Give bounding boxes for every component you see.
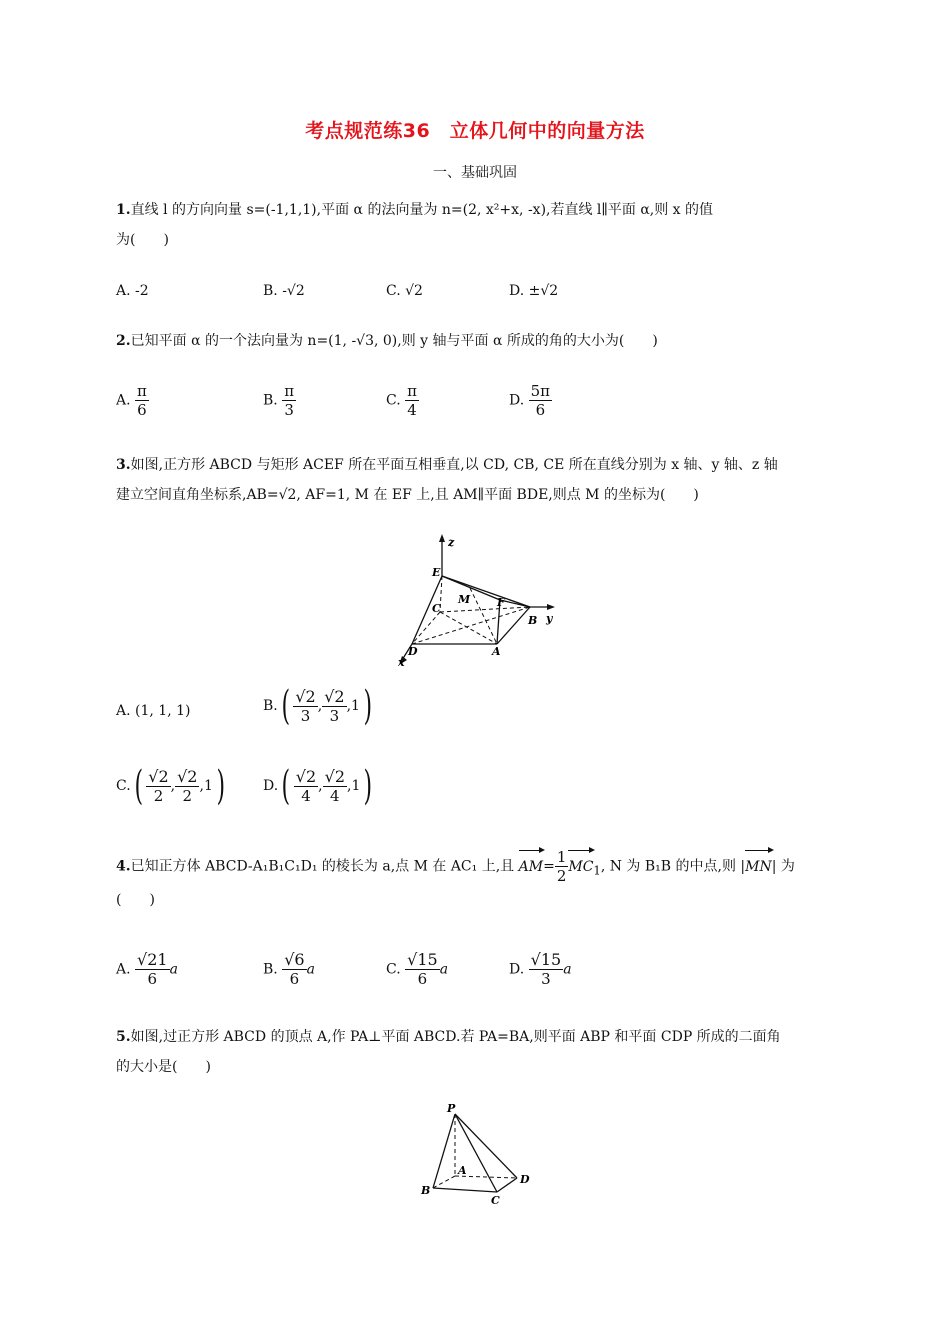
fig-label: x — [398, 656, 405, 669]
q1-option-c: C. √2 — [386, 283, 423, 299]
fig-label: A — [492, 645, 501, 658]
question-number: 5. — [116, 1029, 131, 1045]
question-text-cont: ( ) — [116, 892, 155, 909]
question-1 — [116, 195, 836, 255]
question-number: 2. — [116, 333, 131, 349]
section-heading: 一、基础巩固 — [433, 165, 517, 181]
question-text: 已知正方体 ABCD-A₁B₁C₁D₁ 的棱长为 a,点 M 在 AC₁ 上,且 — [130, 858, 515, 875]
question-text-cont: 建立空间直角坐标系,AB=√2, AF=1, M 在 EF 上,且 AM∥平面 BDE,则点 M 的坐标为( ) — [116, 487, 699, 503]
q4-option-c: C. $\frac{√15}{6}$ a — [386, 950, 449, 988]
vector-am: AM — [519, 852, 543, 882]
q4-option-a: A. $\frac{√21}{6}$ a — [116, 950, 178, 988]
q2-option-b: B. $\frac{\pi}{3}$ — [263, 382, 295, 419]
question-number: 1. — [116, 202, 131, 218]
question-text: 已知平面 α 的一个法向量为 n=(1, -√3, 0),则 y 轴与平面 α 所成的角的大小为( ) — [130, 333, 658, 349]
question-3 — [116, 450, 836, 510]
fig-label: F — [497, 596, 505, 609]
fraction: $\frac{\pi}{3}$ — [284, 382, 295, 419]
q4-option-b: B. $\frac{√6}{6}$ a — [263, 950, 315, 988]
q1-option-b: B. -√2 — [263, 283, 305, 299]
fig-label: M — [458, 593, 471, 606]
q1-option-d: D. ±√2 — [509, 283, 559, 299]
q3-option-a: A. (1, 1, 1) — [116, 703, 191, 719]
question-text-cont: 为( ) — [116, 232, 169, 248]
fig-label: C — [432, 602, 441, 615]
question-4: 4.已知正方体 ABCD-A₁B₁C₁D₁ 的棱长为 a,点 M 在 AC₁ 上,且 AM= $\frac{1}{2}$ $MC_1$, N 为 B₁B 的中点,则 |MN| 为 ( ) — [116, 848, 795, 909]
fig-label: E — [432, 566, 441, 579]
fig-label: D — [408, 645, 418, 658]
fraction: $\frac{\pi}{4}$ — [407, 382, 417, 419]
fig-label: P — [447, 1102, 456, 1115]
fig-label: B — [421, 1184, 431, 1197]
question-text: 如图,过正方形 ABCD 的顶点 A,作 PA⊥平面 ABCD.若 PA=BA,则平面 ABP 和平面 CDP 所成的二面角 — [130, 1029, 781, 1045]
fraction: $\frac{1}{2}$ — [556, 848, 567, 885]
question-text: 直线 l 的方向向量 s=(-1,1,1),平面 α 的法向量为 n=(2, x²+x, -x),若直线 l∥平面 α,则 x 的值 — [130, 202, 714, 218]
fig-label: D — [520, 1173, 530, 1186]
q3-figure — [390, 532, 570, 672]
fig-label: B — [528, 614, 538, 627]
fig-label: A — [458, 1164, 467, 1177]
vector-mc1: MC — [568, 852, 593, 882]
question-number: 3. — [116, 457, 131, 473]
q1-option-a: A. -2 — [116, 283, 149, 299]
q3-option-d: D.( $\frac{√2}{4}$ , $\frac{√2}{4}$ ,1) — [263, 763, 373, 809]
page-title: 考点规范练36 立体几何中的向量方法 — [305, 120, 645, 142]
fig-label: C — [491, 1194, 500, 1207]
question-5 — [116, 1022, 836, 1082]
q4-option-d: D. $\frac{√15}{3}$ a — [509, 950, 572, 988]
question-2 — [116, 326, 836, 356]
q3-option-b: B.( $\frac{√2}{3}$ , $\frac{√2}{3}$ ,1) — [263, 683, 373, 729]
fig-label: z — [448, 536, 455, 549]
fraction: $\frac{5\pi}{6}$ — [530, 382, 551, 419]
fraction: $\frac{\pi}{6}$ — [137, 382, 147, 419]
question-text-cont: 的大小是( ) — [116, 1059, 211, 1075]
fig-label: y — [546, 612, 553, 625]
q2-option-c: C. $\frac{\pi}{4}$ — [386, 382, 417, 419]
question-text: 如图,正方形 ABCD 与矩形 ACEF 所在平面互相垂直,以 CD, CB, CE 所在直线分别为 x 轴、y 轴、z 轴 — [130, 457, 778, 473]
question-number: 4. — [116, 858, 131, 875]
q2-option-d: D. $\frac{5\pi}{6}$ — [509, 382, 551, 419]
q3-option-c: C.( $\frac{√2}{2}$ , $\frac{√2}{2}$ ,1) — [116, 763, 225, 809]
q5-figure — [415, 1100, 545, 1210]
vector-mn: MN — [745, 852, 772, 882]
q2-option-a: A. $\frac{\pi}{6}$ — [116, 382, 147, 419]
